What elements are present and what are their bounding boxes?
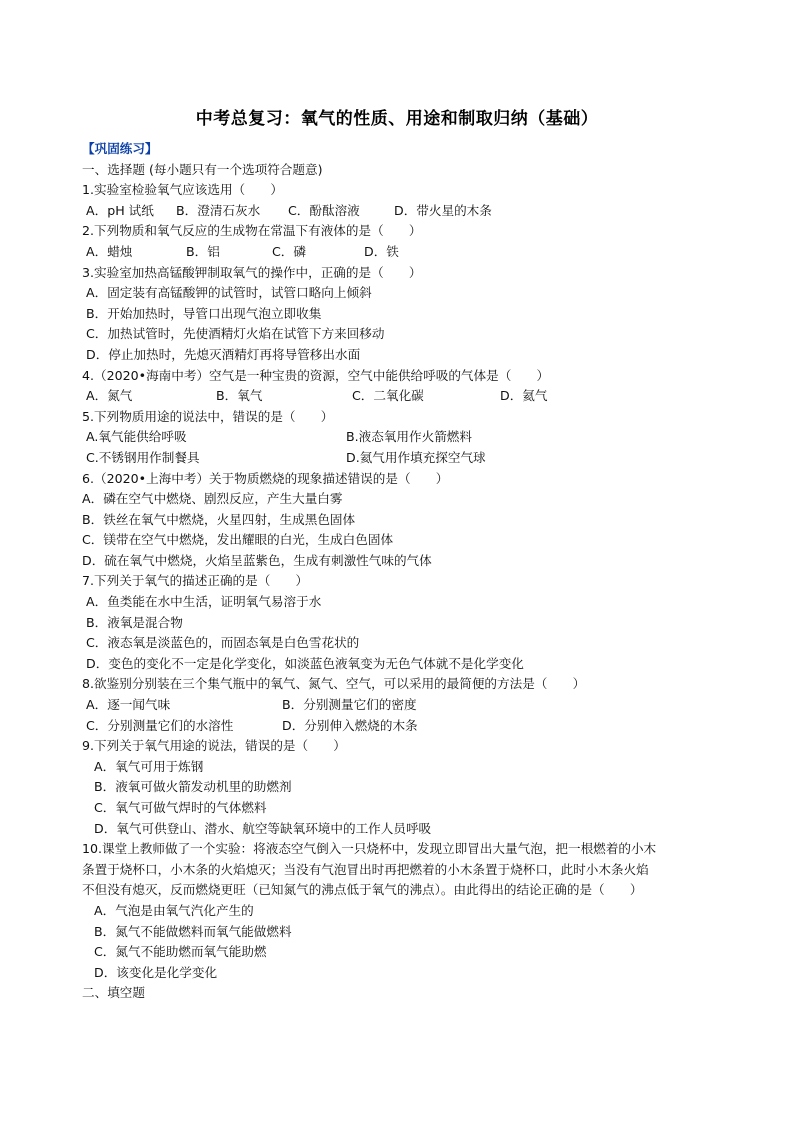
question-10-stem-line-2: 条置于烧杯口，小木条的火焰熄灭；当没有气泡冒出时再把燃着的小木条置于烧杯口，此时小木条火焰 xyxy=(82,861,649,877)
question-4-option-c: C．二氧化碳 xyxy=(352,388,424,404)
question-2-option-d: D．铁 xyxy=(364,243,399,259)
question-8-option-d: D．分别伸入燃烧的木条 xyxy=(282,717,418,733)
question-5-option-d: D.氦气用作填充探空气球 xyxy=(346,449,486,465)
question-3-option-c: C．加热试管时，先使酒精灯火焰在试管下方来回移动 xyxy=(86,326,385,342)
question-9-option-d: D．氧气可供登山、潜水、航空等缺氧环境中的工作人员呼吸 xyxy=(94,820,432,836)
question-10-option-a: A．气泡是由氧气汽化产生的 xyxy=(94,902,254,918)
question-1-options xyxy=(82,201,722,222)
question-2-stem: 2.下列物质和氧气反应的生成物在常温下有液体的是（ ） xyxy=(82,223,422,239)
section-tag xyxy=(82,139,722,160)
question-1-option-a: A．pH 试纸 xyxy=(86,202,154,218)
question-6-option-a: A．磷在空气中燃烧、剧烈反应，产生大量白雾 xyxy=(82,491,343,507)
question-2-option-c: C．磷 xyxy=(272,243,306,259)
question-6-option-d: D．硫在氧气中燃烧，火焰呈蓝紫色，生成有刺激性气味的气体 xyxy=(82,552,432,568)
question-7-option-b: B．液氧是混合物 xyxy=(86,614,183,630)
question-4-options xyxy=(82,386,722,407)
question-10-option-b: B．氮气不能做燃料而氧气能做燃料 xyxy=(94,923,292,939)
question-4-option-d: D．氦气 xyxy=(500,388,548,404)
section-tag-text: 【巩固练习】 xyxy=(82,141,158,156)
question-7-option-a: A．鱼类能在水中生活，证明氧气易溶于水 xyxy=(86,594,322,610)
question-9-option-b: B．液氧可做火箭发动机里的助燃剂 xyxy=(94,779,292,795)
question-3-option-d: D．停止加热时，先熄灭酒精灯再将导管移出水面 xyxy=(86,346,361,362)
page-title: 中考总复习：氧气的性质、用途和制取归纳（基础） xyxy=(195,109,599,129)
question-5-stem: 5.下列物质用途的说法中，错误的是（ ） xyxy=(82,408,334,424)
question-8-stem: 8.欲鉴别分别装在三个集气瓶中的氧气、氮气、空气，可以采用的最简便的方法是（ ） xyxy=(82,676,586,692)
question-10-option-d: D．该变化是化学变化 xyxy=(94,964,218,980)
question-5-option-b: B.液态氧用作火箭燃料 xyxy=(346,429,472,445)
question-8-option-c: C．分别测量它们的水溶性 xyxy=(86,717,234,733)
question-9-option-a: A．氧气可用于炼钢 xyxy=(94,758,204,774)
question-8-option-b: B．分别测量它们的密度 xyxy=(282,697,417,713)
question-7-stem: 7.下列关于氧气的描述正确的是（ ） xyxy=(82,573,309,589)
question-8-options-row2 xyxy=(82,716,722,737)
question-5-options-row1 xyxy=(82,427,722,448)
question-1-option-b: B．澄清石灰水 xyxy=(176,202,261,218)
question-1-stem: 1.实验室检验氧气应该选用（ ） xyxy=(82,182,283,198)
question-9-option-c: C．氧气可做气焊时的气体燃料 xyxy=(94,800,267,815)
question-4-stem: 4.（2020•海南中考）空气是一种宝贵的资源，空气中能供给呼吸的气体是（ ） xyxy=(82,367,550,383)
question-9-stem: 9.下列关于氧气用途的说法，错误的是（ ） xyxy=(82,738,346,754)
question-6-stem: 6.（2020•上海中考）关于物质燃烧的现象描述错误的是（ ） xyxy=(82,470,449,486)
question-2-options xyxy=(82,242,722,263)
question-5-option-c: C.不锈钢用作制餐具 xyxy=(86,449,200,465)
question-3-option-a: A．固定装有高锰酸钾的试管时，试管口略向上倾斜 xyxy=(86,285,372,301)
question-3-option-b: B．开始加热时，导管口出现气泡立即收集 xyxy=(86,305,322,321)
question-4-option-b: B．氧气 xyxy=(216,388,263,404)
question-6-option-b: B．铁丝在氧气中燃烧，火星四射，生成黑色固体 xyxy=(82,511,356,527)
question-3-stem: 3.实验室加热高锰酸钾制取氧气的操作中，正确的是（ ） xyxy=(82,264,422,280)
question-5-option-a: A.氧气能供给呼吸 xyxy=(86,429,187,445)
question-1-option-d: D．带火星的木条 xyxy=(394,202,492,218)
question-1-option-c: C．酚酞溶液 xyxy=(288,202,360,218)
part-heading-choice: 一、选择题 (每小题只有一个选项符合题意) xyxy=(82,161,323,177)
question-6-option-c: C．镁带在空气中燃烧，发出耀眼的白光，生成白色固体 xyxy=(82,532,394,548)
document-body xyxy=(82,139,722,1004)
question-10-option-c: C．氮气不能助燃而氧气能助燃 xyxy=(94,944,267,960)
question-7-option-d: D．变色的变化不一定是化学变化，如淡蓝色液氧变为无色气体就不是化学变化 xyxy=(86,655,524,671)
question-2-option-b: B．铝 xyxy=(186,243,220,259)
part-heading-fill-blank: 二、填空题 xyxy=(82,985,145,1001)
question-4-option-a: A．氮气 xyxy=(86,388,133,404)
question-2-option-a: A．蜡烛 xyxy=(86,243,133,259)
question-8-option-a: A．逐一闻气味 xyxy=(86,697,171,713)
question-10-stem-line-3: 不但没有熄灭，反而燃烧更旺（已知氮气的沸点低于氧气的沸点）。由此得出的结论正确的是（ ） xyxy=(82,882,643,898)
question-10-stem-line-1: 10.课堂上教师做了一个实验：将液态空气倒入一只烧杯中，发现立即冒出大量气泡，把一根燃着的小木 xyxy=(82,841,657,857)
question-5-options-row2 xyxy=(82,448,722,469)
question-7-option-c: C．液态氧是淡蓝色的，而固态氧是白色雪花状的 xyxy=(86,635,360,651)
question-8-options-row1 xyxy=(82,695,722,716)
